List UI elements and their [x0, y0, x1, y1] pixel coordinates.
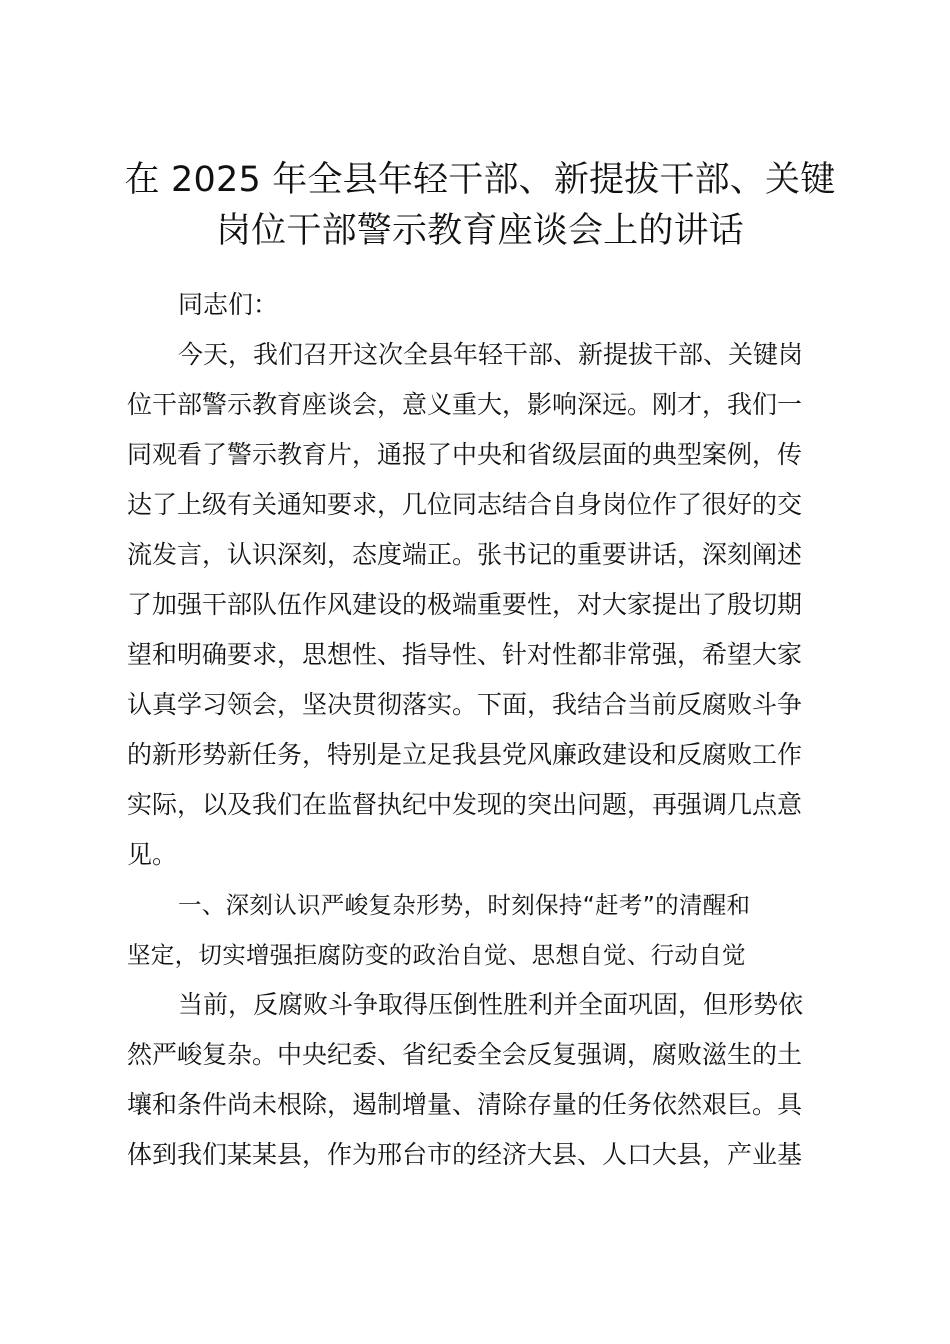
title-line-2: 岗位干部警示教育座谈会上的讲话 [215, 211, 744, 251]
paragraph-line: 位干部警示教育座谈会，意义重大，影响深远。刚才，我们一 [127, 390, 803, 419]
paragraph-line: 今天，我们召开这次全县年轻干部、新提拔干部、关键岗 [178, 340, 804, 369]
paragraph-line: 壤和条件尚未根除，遏制增量、清除存量的任务依然艰巨。具 [127, 1090, 803, 1119]
document-body [127, 280, 833, 1180]
section-heading-line: 坚定，切实增强拒腐防变的政治自觉、思想自觉、行动自觉 [127, 941, 746, 969]
paragraph-line: 见。 [127, 840, 178, 869]
title-line-1: 在 2025 年全县年轻干部、新提拔干部、关键 [124, 160, 836, 200]
paragraph-line: 然严峻复杂。中央纪委、省纪委全会反复强调，腐败滋生的土 [127, 1040, 803, 1069]
section-1-heading [127, 880, 833, 980]
paragraph-line: 当前，反腐败斗争取得压倒性胜利并全面巩固，但形势依 [178, 990, 804, 1019]
paragraph-line: 了加强干部队伍作风建设的极端重要性，对大家提出了殷切期 [127, 590, 803, 619]
paragraph-2 [127, 980, 833, 1180]
paragraph-line: 同观看了警示教育片，通报了中央和省级层面的典型案例，传 [127, 440, 803, 469]
paragraph-line: 认真学习领会，坚决贯彻落实。下面，我结合当前反腐败斗争 [127, 690, 803, 719]
paragraph-line: 的新形势新任务，特别是立足我县党风廉政建设和反腐败工作 [127, 740, 803, 769]
paragraph-line: 达了上级有关通知要求，几位同志结合自身岗位作了很好的交 [127, 490, 803, 519]
paragraph-line: 流发言，认识深刻，态度端正。张书记的重要讲话，深刻阐述 [127, 540, 803, 569]
paragraph-line: 实际，以及我们在监督执纪中发现的突出问题，再强调几点意 [127, 790, 803, 819]
paragraph-line: 望和明确要求，思想性、指导性、针对性都非常强，希望大家 [127, 640, 803, 669]
document-title [120, 155, 840, 257]
section-heading-line: 一、深刻认识严峻复杂形势，时刻保持“赶考”的清醒和 [178, 891, 751, 919]
paragraph-1 [127, 330, 833, 880]
paragraph-line: 体到我们某某县，作为邢台市的经济大县、人口大县，产业基 [127, 1140, 803, 1169]
salutation: 同志们： [178, 290, 279, 319]
